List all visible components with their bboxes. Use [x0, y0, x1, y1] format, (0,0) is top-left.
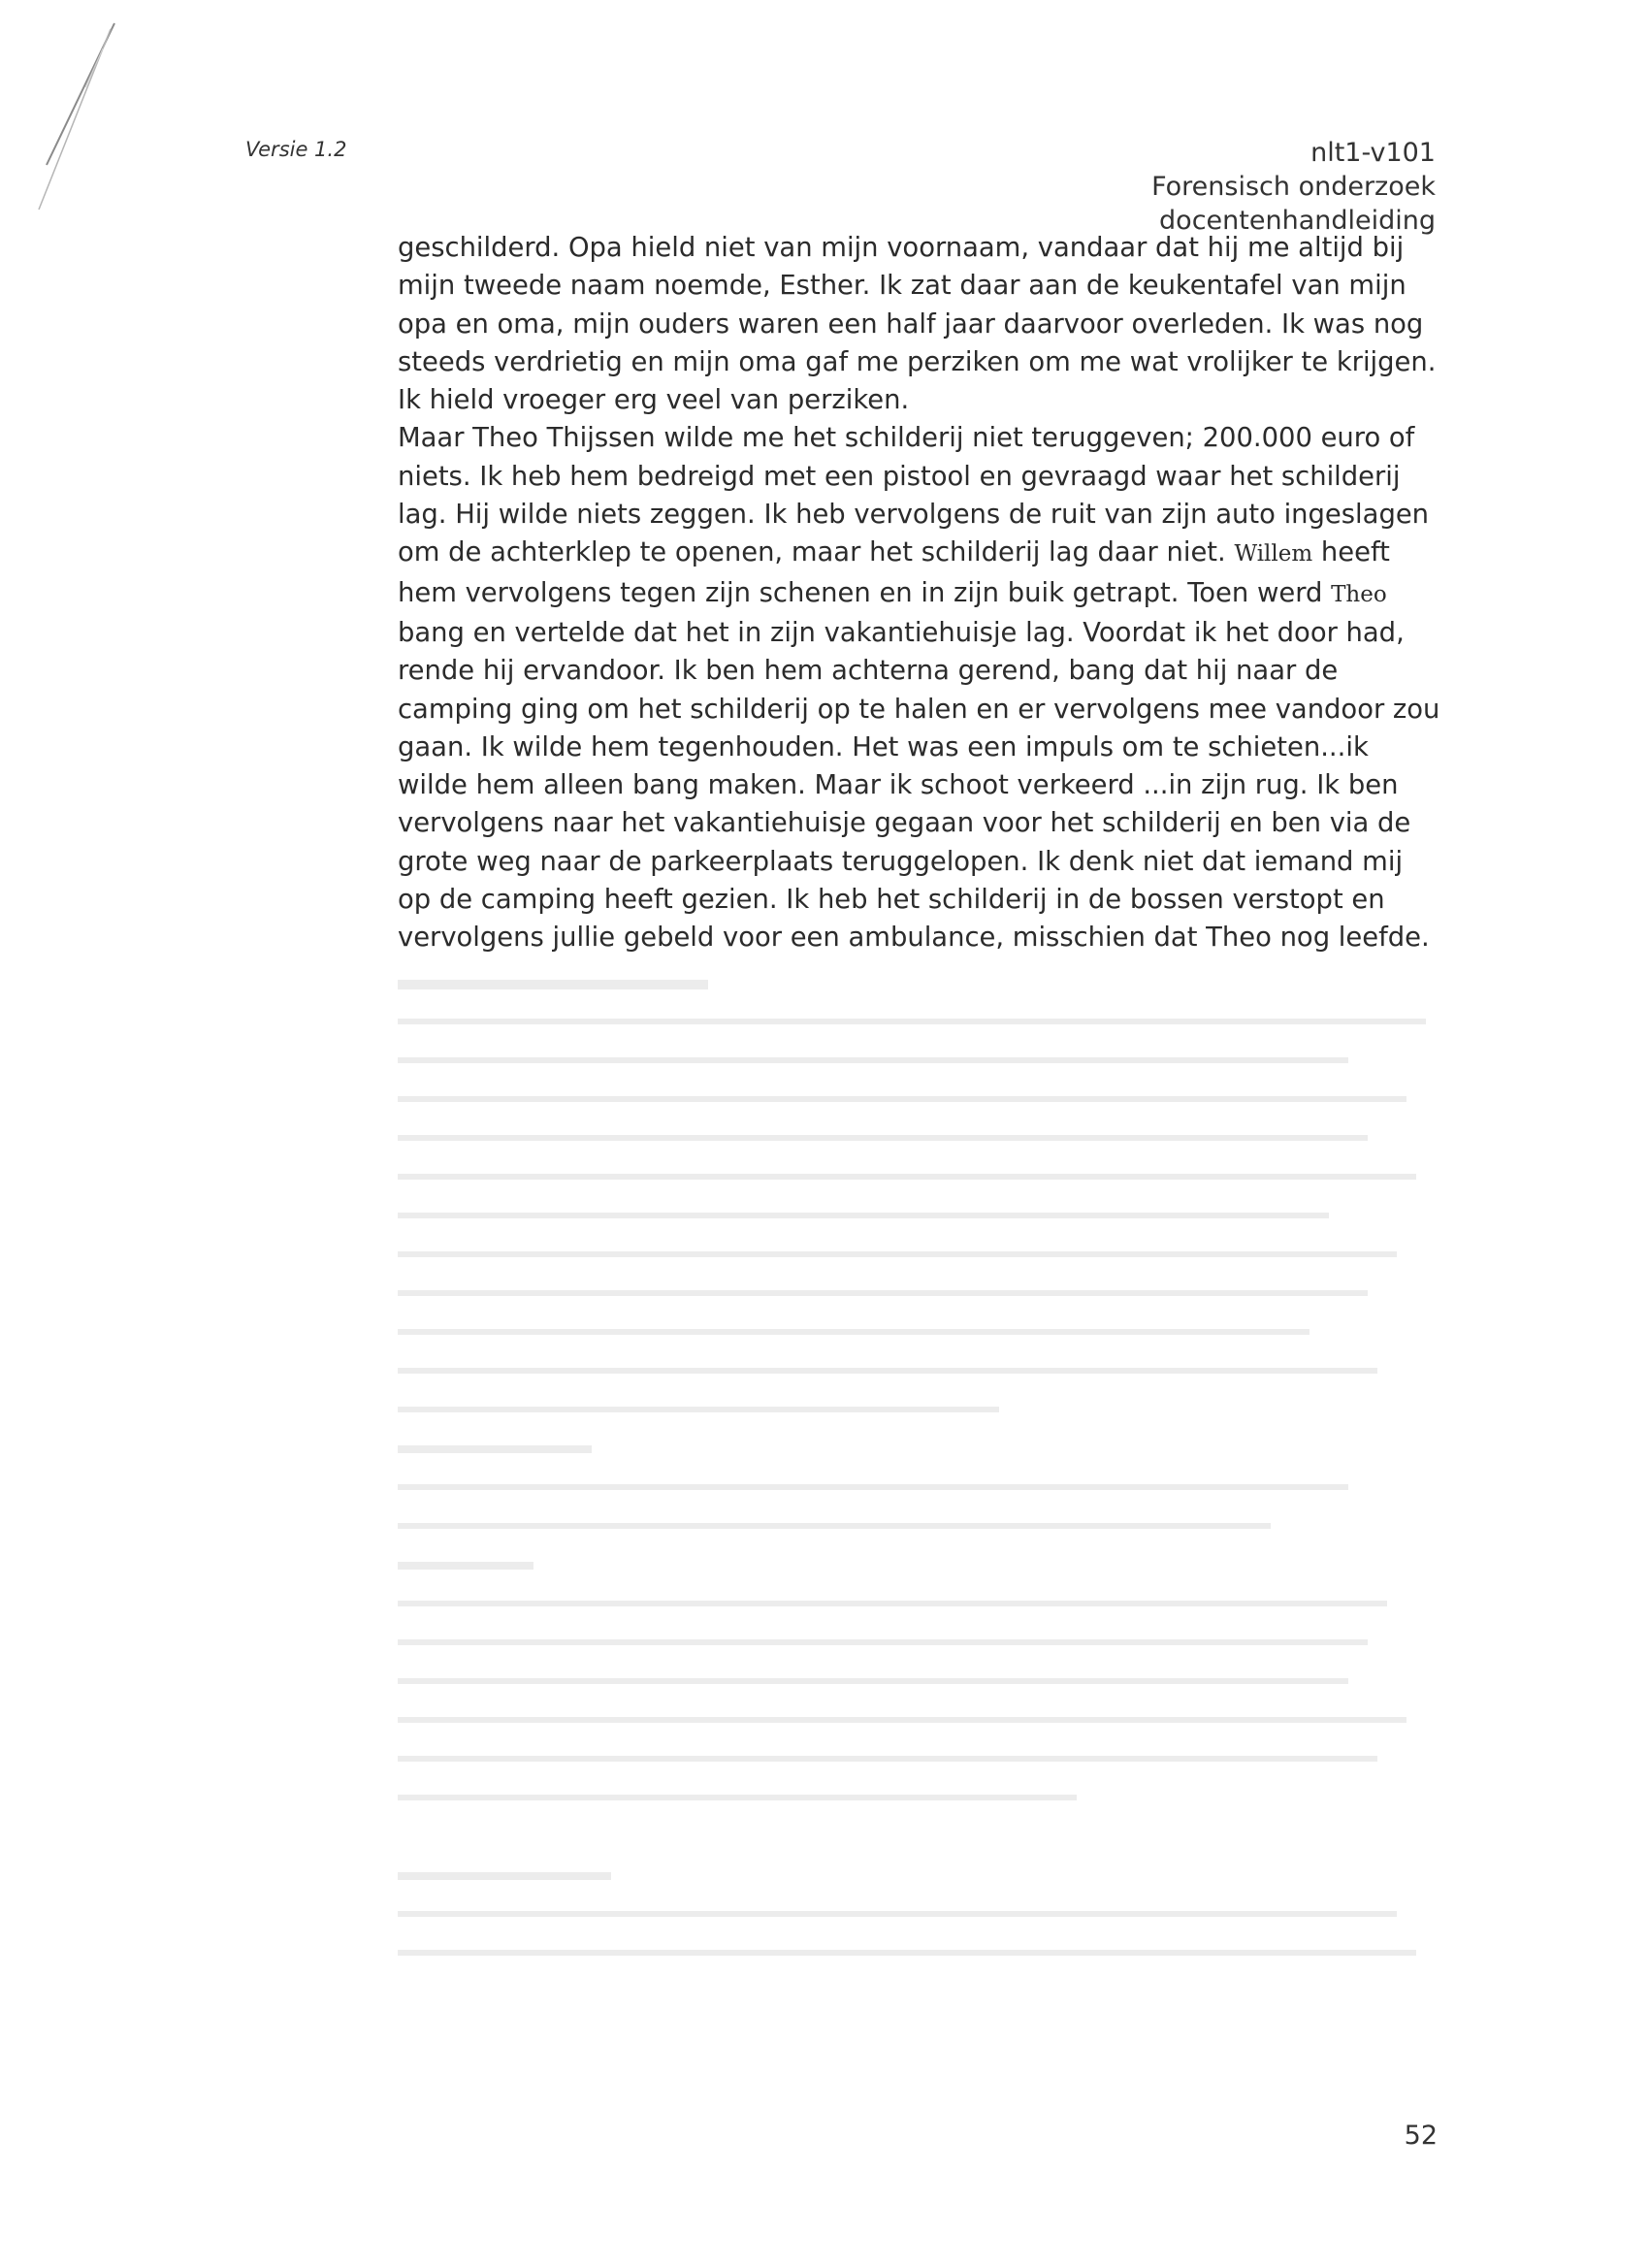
version-label: Versie 1.2: [245, 138, 347, 161]
faded-text-remnants: [398, 970, 1445, 1998]
page-number: 52: [1404, 2121, 1438, 2151]
name-theo: Theo: [1331, 581, 1387, 607]
main-text: [398, 229, 1440, 957]
paragraph-2-part-a: Maar Theo Thijssen wilde me het schilderij niet teruggeven; 200.000 euro of niets. Ik heb hem bedreigd met een pistool en gevraagd waar het schilderij lag. Hij wilde niets zeggen. Ik heb vervolgens de ruit van zijn auto ingeslagen om de achterklep te openen, maar het schilderij lag daar niet.: [398, 423, 1430, 568]
document-header: [1151, 136, 1436, 238]
document-subject: Forensisch onderzoek: [1151, 172, 1436, 202]
name-willem: Willem: [1234, 541, 1313, 567]
paragraph-2-part-b: heeft hem vervolgens tegen zijn schenen en in zijn buik getrapt. Toen werd: [398, 537, 1390, 608]
document-type: docentenhandleiding: [1159, 206, 1436, 236]
scan-edge-mark: [17, 19, 124, 213]
paragraph-2: [398, 419, 1440, 956]
paragraph-1: geschilderd. Opa hield niet van mijn voornaam, vandaar dat hij me altijd bij mijn tweede naam noemde, Esther. Ik zat daar aan de keukentafel van mijn opa en oma, mijn ouders waren een half jaar daarvoor overleden. Ik was nog steeds verdrietig en mijn oma gaf me perziken om me wat vrolijker te krijgen. Ik hield vroeger erg veel van perziken.: [398, 233, 1437, 416]
document-code: nlt1-v101: [1310, 138, 1436, 168]
paragraph-2-part-c: bang en vertelde dat het in zijn vakantiehuisje lag. Voordat ik het door had, rende hij ervandoor. Ik ben hem achterna gerend, bang dat hij naar de camping ging om het schilderij op te halen en er vervolgens mee vandoor zou gaan. Ik wilde hem tegenhouden. Het was een impuls om te schieten...ik wilde hem alleen bang maken. Maar ik schoot verkeerd ...in zijn rug. Ik ben vervolgens naar het vakantiehuisje gegaan voor het schilderij en ben via de grote weg naar de parkeerplaats teruggelopen. Ik denk niet dat iemand mij op de camping heeft gezien. Ik heb het schilderij in de bossen verstopt en vervolgens jullie gebeld voor een ambulance, misschien dat Theo nog leefde.: [398, 617, 1440, 954]
